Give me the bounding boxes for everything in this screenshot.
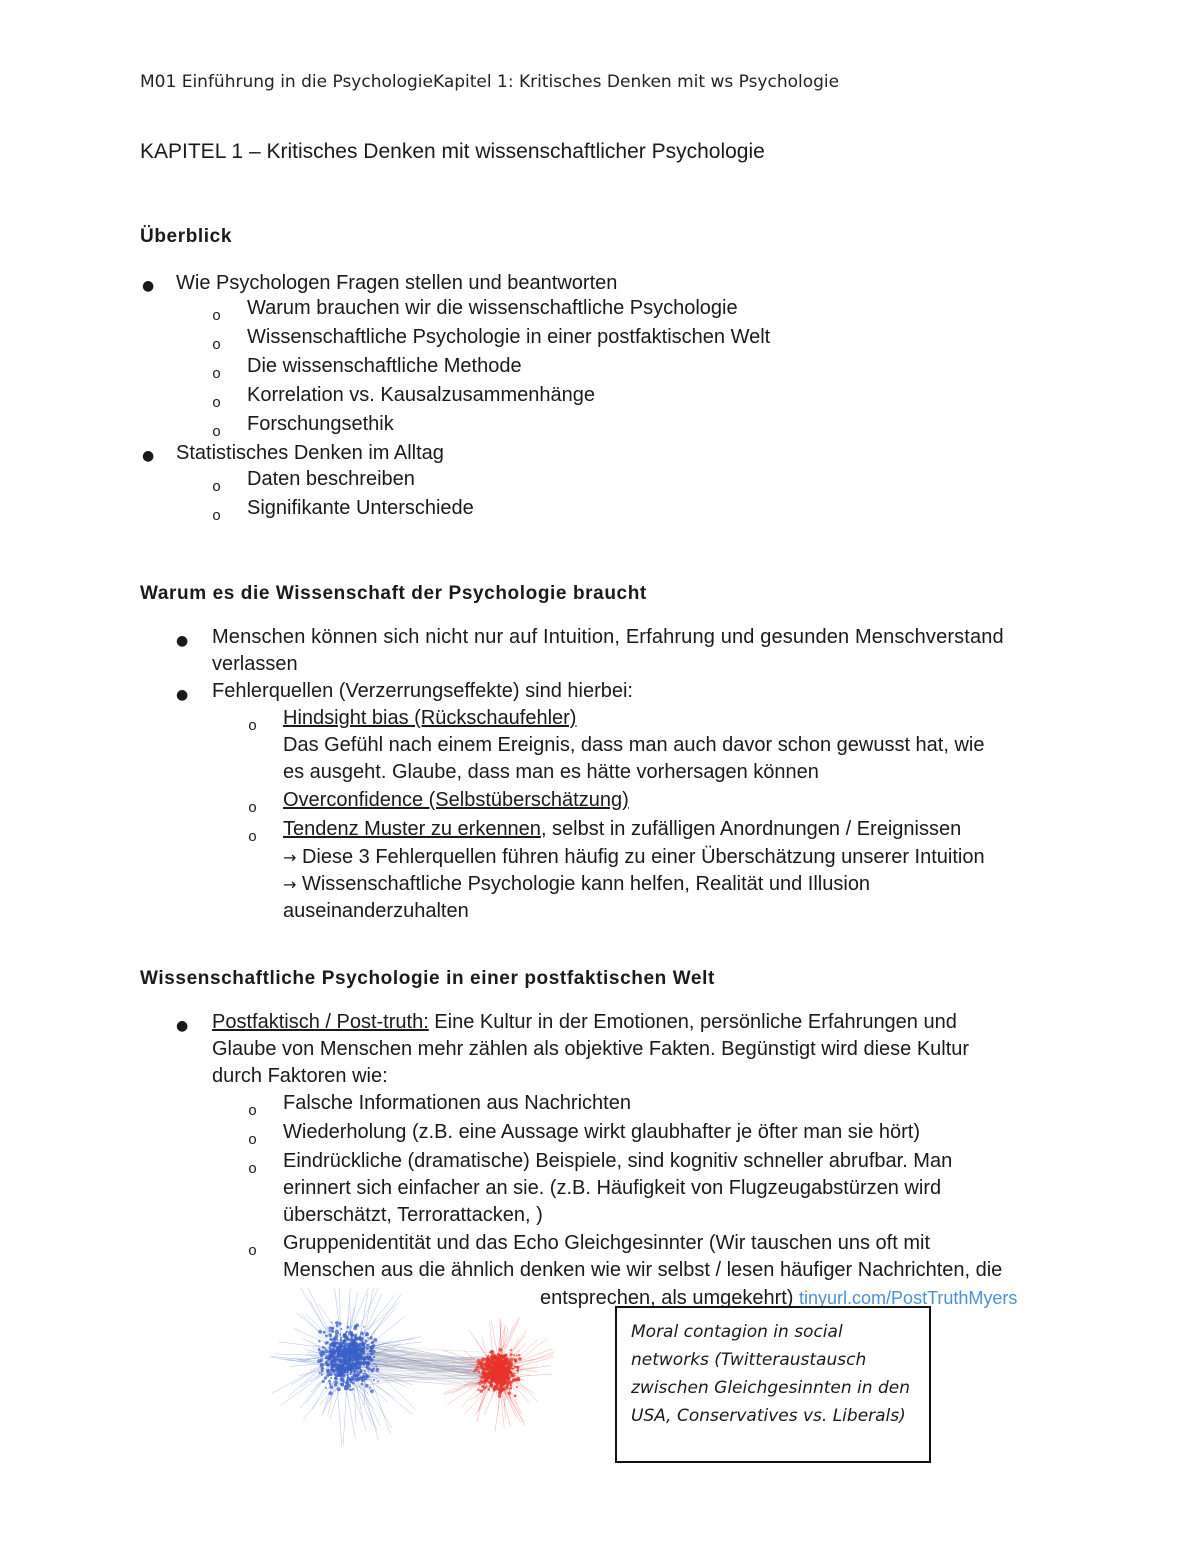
figure-caption-line: zwischen Gleichgesinnten in den xyxy=(631,1378,910,1398)
post-truth-line1 xyxy=(212,1009,957,1036)
factor-item-line2: Menschen aus die ähnlich denken wie wir selbst / lesen häufiger Nachrichten, die xyxy=(283,1259,1003,1281)
why-bullet-2: Fehlerquellen (Verzerrungseffekte) sind hierbei: xyxy=(212,680,633,702)
pattern-line xyxy=(283,816,961,843)
hindsight-desc-line1: Das Gefühl nach einem Ereignis, dass man auch davor schon gewusst hat, wie xyxy=(283,734,985,756)
sub-bullet-icon: o xyxy=(212,395,222,412)
page-header: M01 Einführung in die PsychologieKapitel 1: Kritisches Denken mit ws Psychologie xyxy=(140,72,840,92)
arrow-line-2 xyxy=(283,871,870,898)
sub-bullet-icon: o xyxy=(248,1243,258,1260)
figure-caption-line: USA, Conservatives vs. Liberals) xyxy=(631,1406,906,1426)
pattern-term: Tendenz Muster zu erkennen xyxy=(283,818,541,840)
sub-bullet-icon: o xyxy=(212,308,222,325)
factor-item-line2: erinnert sich einfacher an sie. (z.B. Häufigkeit von Flugzeugabstürzen wird xyxy=(283,1177,942,1199)
overview-sub-item: Wissenschaftliche Psychologie in einer postfaktischen Welt xyxy=(247,326,771,348)
arrow-line-1-text: Diese 3 Fehlerquellen führen häufig zu einer Überschätzung unserer Intuition xyxy=(296,846,985,868)
hindsight-desc-line2: es ausgeht. Glaube, dass man es hätte vorhersagen können xyxy=(283,761,819,783)
overview-heading: Überblick xyxy=(140,226,232,247)
overview-sub-item: Warum brauchen wir die wissenschaftliche Psychologie xyxy=(247,297,738,319)
sub-bullet-icon: o xyxy=(212,508,222,525)
sub-bullet-icon: o xyxy=(248,1103,258,1120)
section-heading-why-science: Warum es die Wissenschaft der Psychologie braucht xyxy=(140,583,647,604)
sub-bullet-icon: o xyxy=(212,337,222,354)
post-truth-line3: durch Faktoren wie: xyxy=(212,1065,388,1087)
factor-item-line1: Eindrückliche (dramatische) Beispiele, sind kognitiv schneller abrufbar. Man xyxy=(283,1150,953,1172)
bullet-icon: ● xyxy=(176,1018,189,1034)
pattern-rest: , selbst in zufälligen Anordnungen / Ereignissen xyxy=(540,818,962,840)
sub-bullet-icon: o xyxy=(212,366,222,383)
factor-item-line1: Gruppenidentität und das Echo Gleichgesinnter (Wir tauschen uns oft mit xyxy=(283,1232,931,1254)
why-bullet-1-line1: Menschen können sich nicht nur auf Intuition, Erfahrung und gesunden Menschverstand xyxy=(212,626,1004,648)
arrow-line-2-cont: auseinanderzuhalten xyxy=(283,900,469,922)
overview-sub-item: Forschungsethik xyxy=(247,413,394,435)
overview-item-2: Statistisches Denken im Alltag xyxy=(176,442,444,464)
bullet-icon: ● xyxy=(142,448,155,464)
arrow-line-1 xyxy=(283,844,985,871)
post-truth-def: Eine Kultur in der Emotionen, persönliche Erfahrungen und xyxy=(428,1011,957,1033)
sub-bullet-icon: o xyxy=(248,1132,258,1149)
sub-bullet-icon: o xyxy=(212,424,222,441)
post-truth-line2: Glaube von Menschen mehr zählen als objektive Fakten. Begünstigt wird diese Kultur xyxy=(212,1038,970,1060)
figure-caption-line: networks (Twitteraustausch xyxy=(631,1350,867,1370)
bullet-icon: ● xyxy=(142,278,155,294)
post-truth-term: Postfaktisch / Post-truth: xyxy=(212,1011,429,1033)
section-heading-post-truth: Wissenschaftliche Psychologie in einer postfaktischen Welt xyxy=(140,968,715,989)
overview-sub-item: Daten beschreiben xyxy=(247,468,415,490)
figure-caption-line: Moral contagion in social xyxy=(631,1322,843,1342)
overview-sub-item: Die wissenschaftliche Methode xyxy=(247,355,522,377)
factor-item-line3: überschätzt, Terrorattacken, ) xyxy=(283,1204,543,1226)
sub-bullet-icon: o xyxy=(248,1161,258,1178)
figure-caption-box xyxy=(615,1306,931,1463)
hindsight-bias-term: Hindsight bias (Rückschaufehler) xyxy=(283,707,577,729)
arrow-right-icon: → xyxy=(283,875,297,894)
factor-item: Falsche Informationen aus Nachrichten xyxy=(283,1092,631,1114)
factor-item-line3-text: entsprechen, als umgekehrt) xyxy=(540,1287,794,1309)
bullet-icon: ● xyxy=(176,687,189,703)
sub-bullet-icon: o xyxy=(248,829,258,846)
overview-sub-item: Signifikante Unterschiede xyxy=(247,497,474,519)
overview-item-1: Wie Psychologen Fragen stellen und beantworten xyxy=(176,272,618,294)
why-bullet-1-line2: verlassen xyxy=(212,653,298,675)
bullet-icon: ● xyxy=(176,633,189,649)
arrow-line-2-text: Wissenschaftliche Psychologie kann helfen, Realität und Illusion xyxy=(296,873,871,895)
post-truth-link[interactable]: tinyurl.com/PostTruthMyers xyxy=(799,1288,1018,1308)
sub-bullet-icon: o xyxy=(212,479,222,496)
factor-item: Wiederholung (z.B. eine Aussage wirkt glaubhafter je öfter man sie hört) xyxy=(283,1121,920,1143)
overview-sub-item: Korrelation vs. Kausalzusammenhänge xyxy=(247,384,595,406)
network-graph-image xyxy=(270,1288,560,1446)
sub-bullet-icon: o xyxy=(248,800,258,817)
arrow-right-icon: → xyxy=(283,848,297,867)
chapter-title: KAPITEL 1 – Kritisches Denken mit wissenschaftlicher Psychologie xyxy=(140,140,765,163)
overconfidence-term: Overconfidence (Selbstüberschätzung) xyxy=(283,789,629,811)
sub-bullet-icon: o xyxy=(248,718,258,735)
